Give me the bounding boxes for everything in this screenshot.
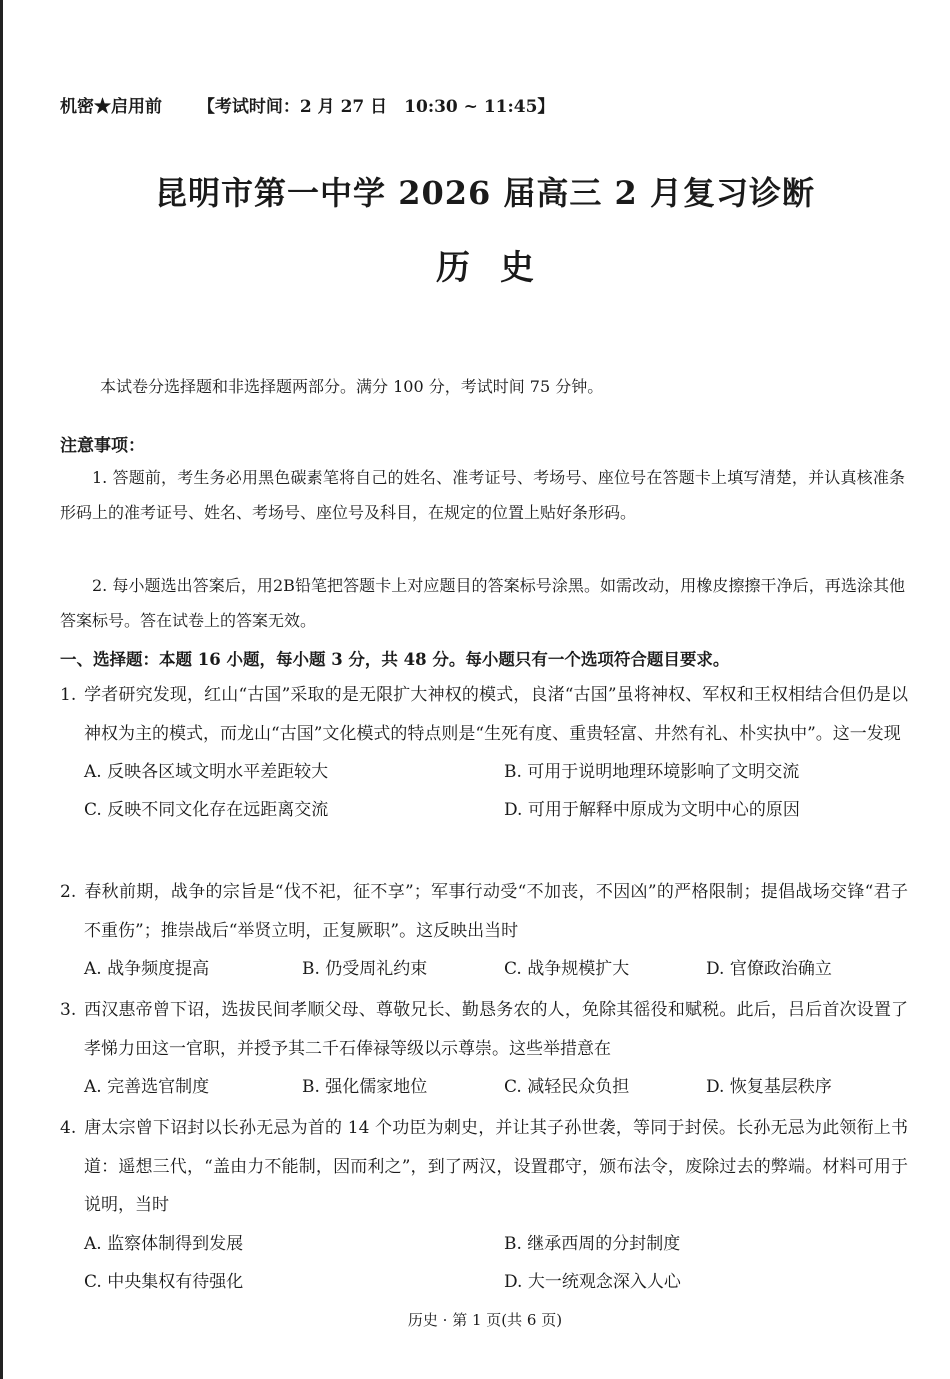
exam-time: 【考试时间：2 月 27 日 10:30 ~ 11:45】 <box>197 97 555 117</box>
question-2 <box>60 873 908 988</box>
question-stem <box>60 873 908 950</box>
option-d: D. 恢复基层秩序 <box>706 1077 832 1097</box>
section-title: 一、选择题：本题 16 小题，每小题 3 分，共 48 分。每小题只有一个选项符合题目要求。 <box>60 650 730 669</box>
question-stem <box>60 1109 908 1225</box>
option-d: D. 官僚政治确立 <box>706 959 832 979</box>
notice-item: 2. 每小题选出答案后，用2B铅笔把答题卡上对应题目的答案标号涂黑。如需改动，用橡皮擦擦干净后，再选涂其他答案标号。答在试卷上的答案无效。 <box>60 576 905 630</box>
option-b: B. 可用于说明地理环境影响了文明交流 <box>504 762 800 782</box>
question-stem <box>60 991 908 1068</box>
header-line <box>60 92 554 117</box>
options-row <box>84 791 908 829</box>
notice-title: 注意事项： <box>60 436 145 456</box>
page-footer: 历史 · 第 1 页(共 6 页) <box>407 1311 563 1329</box>
option-a: A. 反映各区域文明水平差距较大 <box>84 762 329 782</box>
question-text: 春秋前期，战争的宗旨是“伐不祀，征不享”；军事行动受“不加丧，不因凶”的严格限制；提倡战场交锋“君子不重伤”；推崇战后“举贤立明，正复厥职”。这反映出当时 <box>84 882 908 941</box>
scan-edge <box>0 0 3 1379</box>
options-row <box>84 1225 908 1263</box>
question-text: 西汉惠帝曾下诏，选拔民间孝顺父母、尊敬兄长、勤恳务农的人，免除其徭役和赋税。此后，吕后首次设置了孝悌力田这一官职，并授予其二千石俸禄等级以示尊崇。这些举措意在 <box>84 1000 908 1059</box>
question-text: 学者研究发现，红山“古国”采取的是无限扩大神权的模式，良渚“古国”虽将神权、军权和王权相结合但仍是以神权为主的模式，而龙山“古国”文化模式的特点则是“生死有度、重贵轻富、井然有礼、朴实执中”。这一发现 <box>84 685 908 744</box>
option-b: B. 仍受周礼约束 <box>302 959 428 979</box>
question-1 <box>60 676 908 829</box>
intro-text: 本试卷分选择题和非选择题两部分。满分 100 分，考试时间 75 分钟。 <box>100 377 604 396</box>
option-a: A. 完善选官制度 <box>84 1077 210 1097</box>
options-row <box>84 950 908 988</box>
option-d: D. 大一统观念深入人心 <box>504 1271 681 1292</box>
exam-title: 昆明市第一中学 2026 届高三 2 月复习诊断 <box>155 174 815 212</box>
question-number: 4. <box>60 1118 77 1138</box>
options-row <box>84 753 908 791</box>
option-a: A. 监察体制得到发展 <box>84 1233 244 1254</box>
question-4 <box>60 1109 908 1301</box>
options-row <box>84 1263 908 1301</box>
option-c: C. 中央集权有待强化 <box>84 1271 244 1292</box>
options-row <box>84 1068 908 1106</box>
question-text: 唐太宗曾下诏封以长孙无忌为首的 14 个功臣为刺史，并让其子孙世袭，等同于封侯。长孙无忌为此领衔上书道：遥想三代，“盖由力不能制，因而利之”，到了两汉，设置郡守，颁布法令，废除过去的弊端。材料可用于说明，当时 <box>84 1118 908 1215</box>
option-d: D. 可用于解释中原成为文明中心的原因 <box>504 800 800 820</box>
option-a: A. 战争频度提高 <box>84 959 210 979</box>
question-3 <box>60 991 908 1106</box>
option-c: C. 反映不同文化存在远距离交流 <box>84 800 329 820</box>
question-number: 3. <box>60 1000 77 1020</box>
confidential-label: 机密★启用前 <box>60 97 162 117</box>
question-stem <box>60 676 908 753</box>
option-b: B. 强化儒家地位 <box>302 1077 428 1097</box>
subject-title: 历史 <box>436 248 564 288</box>
notice-item: 1. 答题前，考生务必用黑色碳素笔将自己的姓名、准考证号、考场号、座位号在答题卡上填写清楚，并认真核准条形码上的准考证号、姓名、考场号、座位号及科目，在规定的位置上贴好条形码。 <box>60 468 905 522</box>
option-c: C. 战争规模扩大 <box>504 959 630 979</box>
option-b: B. 继承西周的分封制度 <box>504 1233 681 1254</box>
question-number: 1. <box>60 685 77 705</box>
option-c: C. 减轻民众负担 <box>504 1077 630 1097</box>
question-number: 2. <box>60 882 77 902</box>
